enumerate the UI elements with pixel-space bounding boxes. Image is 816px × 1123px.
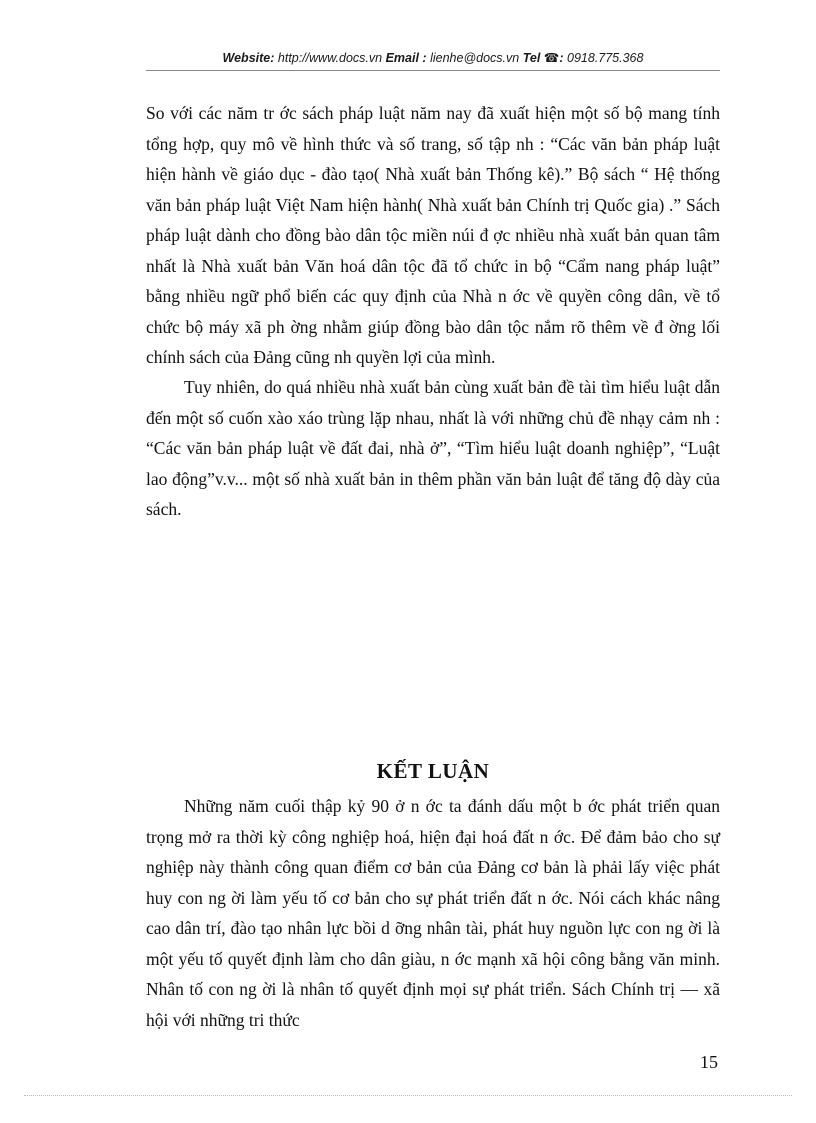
- paragraph-text: Tuy nhiên, do quá nhiều nhà xuất bản cùng xuất bản đề tài tìm hiểu luật dẫn đến một số cuốn xào xáo trùng lặp nhau, nhất là với những chủ đề nhạy cảm nh : “Các văn bản pháp luật về đất đai, nhà ở”, “Tìm hiểu luật doanh nghiệp”, “Luật lao động”v.v... một số nhà xuất bản in thêm phần văn bản luật để tăng độ dày của sách.: [146, 377, 720, 519]
- paragraph-1: [146, 98, 720, 373]
- tel-value: 0918.775.368: [567, 51, 644, 65]
- paragraph-2: [146, 372, 720, 525]
- email-link[interactable]: lienhe@docs.vn: [430, 51, 520, 65]
- paragraph-text: So với các năm tr ớc sách pháp luật năm nay đã xuất hiện một số bộ mang tính tổng hợp, quy mô về hình thức và số trang, số tập nh : “Các văn bản pháp luật hiện hành về giáo dục - đào tạo( Nhà xuất bản Thống kê).” Bộ sách “ Hệ thống văn bản pháp luật Việt Nam hiện hành( Nhà xuất bản Chính trị Quốc gia) .” Sách pháp luật dành cho đồng bào dân tộc miền núi đ ợc nhiều nhà xuất bản quan tâm nhất là Nhà xuất bản Văn hoá dân tộc đã tổ chức in bộ “Cẩm nang pháp luật” bằng nhiều ngữ phổ biến các quy định của Nhà n ớc về quyền công dân, về tổ chức bộ máy xã ph ờng nhằm giúp đồng bào dân tộc nắm rõ thêm về đ ờng lối chính sách của Đảng cũng nh quyền lợi của mình.: [146, 103, 720, 367]
- paragraph-text: Những năm cuối thập kỷ 90 ở n ớc ta đánh dấu một b ớc phát triển quan trọng mở ra thời kỳ công nghiệp hoá, hiện đại hoá đất n ớc. Để đảm bảo cho sự nghiệp này thành công quan điểm cơ bản của Đảng cơ bản là phải lấy việc phát huy con ng ời làm yếu tố cơ bản cho sự phát triển đất n ớc. Nói cách khác nâng cao dân trí, đào tạo nhân lực bồi d ỡng nhân tài, phát huy nguồn lực con ng ời là một yếu tố quyết định làm cho dân giàu, n ớc mạnh xã hội công bằng văn minh. Nhân tố con ng ời là nhân tố quyết định mọi sự phát triển. Sách Chính trị — xã hội với những tri thức: [146, 796, 720, 1030]
- website-label: Website:: [222, 51, 275, 65]
- page-number: 15: [700, 1052, 718, 1072]
- website-link[interactable]: http://www.docs.vn: [277, 51, 383, 65]
- email-label: Email :: [385, 51, 427, 65]
- conclusion-paragraph: [146, 791, 720, 1035]
- section-title: KẾT LUẬN: [376, 759, 490, 783]
- page-header: [146, 50, 720, 65]
- header-divider: [146, 70, 720, 71]
- tel-label: Tel ☎:: [522, 51, 564, 65]
- footer-divider: [24, 1095, 792, 1096]
